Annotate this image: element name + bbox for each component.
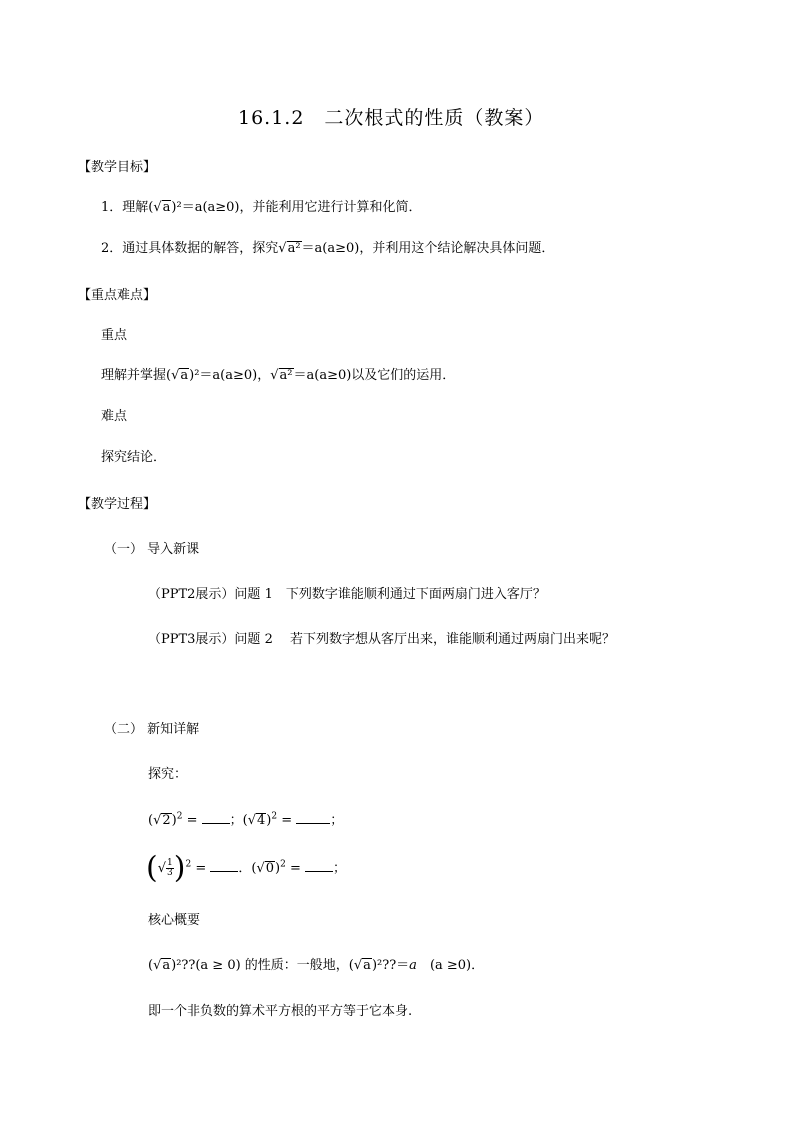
question-2: （PPT3展示）问题 2 若下列数字想从客厅出来，谁能顺利通过两扇门出来呢？ — [148, 632, 615, 647]
goal-1: 1．理解(√a)²＝a(a≥0)，并能利用它进行计算和化简． — [101, 200, 422, 215]
difficulty-text: 探究结论． — [101, 450, 167, 465]
section-heading-process: 【教学过程】 — [78, 497, 157, 512]
explore-label: 探究： — [148, 767, 188, 782]
answer-blank[interactable] — [210, 861, 238, 872]
radical: a — [162, 200, 171, 215]
radical: a — [363, 958, 371, 973]
key-point-label: 重点 — [101, 328, 128, 343]
section-heading-goals: 【教学目标】 — [78, 160, 157, 175]
radical: a² — [287, 241, 301, 256]
radical: 0 — [265, 861, 275, 876]
key-point-text: 理解并掌握(√a)²＝a(a≥0)，√a²＝a(a≥0)以及它们的运用． — [101, 368, 456, 383]
answer-blank[interactable] — [202, 813, 230, 824]
radical: 4 — [256, 813, 266, 828]
page-title: 16.1.2 二次根式的性质（教案） — [238, 107, 545, 129]
part-2-heading: （二） 新知详解 — [104, 722, 200, 737]
difficulty-label: 难点 — [101, 409, 128, 424]
conclusion-text: 即一个非负数的算术平方根的平方等于它本身. — [148, 1004, 413, 1019]
core-summary-label: 核心概要 — [148, 913, 201, 928]
part-1-heading: （一） 导入新课 — [104, 542, 200, 557]
goal-2: 2．通过具体数据的解答，探究√a²＝a(a≥0)，并利用这个结论解决具体问题． — [101, 241, 555, 256]
exercise-row-2: (√ $\frac{1}{3}$ )$^2$ = ．$(√0)^2$ = ； — [146, 850, 347, 886]
exercise-row-1: $(√2)^2$ = ；$(√4)^2$ = ； — [148, 811, 344, 828]
answer-blank[interactable] — [296, 813, 330, 824]
radical: a — [162, 958, 171, 973]
radical: a — [180, 368, 189, 383]
radical: a² — [279, 368, 293, 383]
property-statement: (√a)²??(a ≥ 0) 的性质：一般地，(√a)²??＝a (a ≥0)． — [148, 958, 485, 973]
section-heading-key: 【重点难点】 — [78, 288, 157, 303]
answer-blank[interactable] — [305, 861, 333, 872]
question-1: （PPT2展示）问题 1 下列数字谁能顺利通过下面两扇门进入客厅？ — [148, 587, 546, 602]
radical: 2 — [162, 813, 171, 828]
fraction: $\frac{1}{3}$ — [167, 858, 173, 878]
